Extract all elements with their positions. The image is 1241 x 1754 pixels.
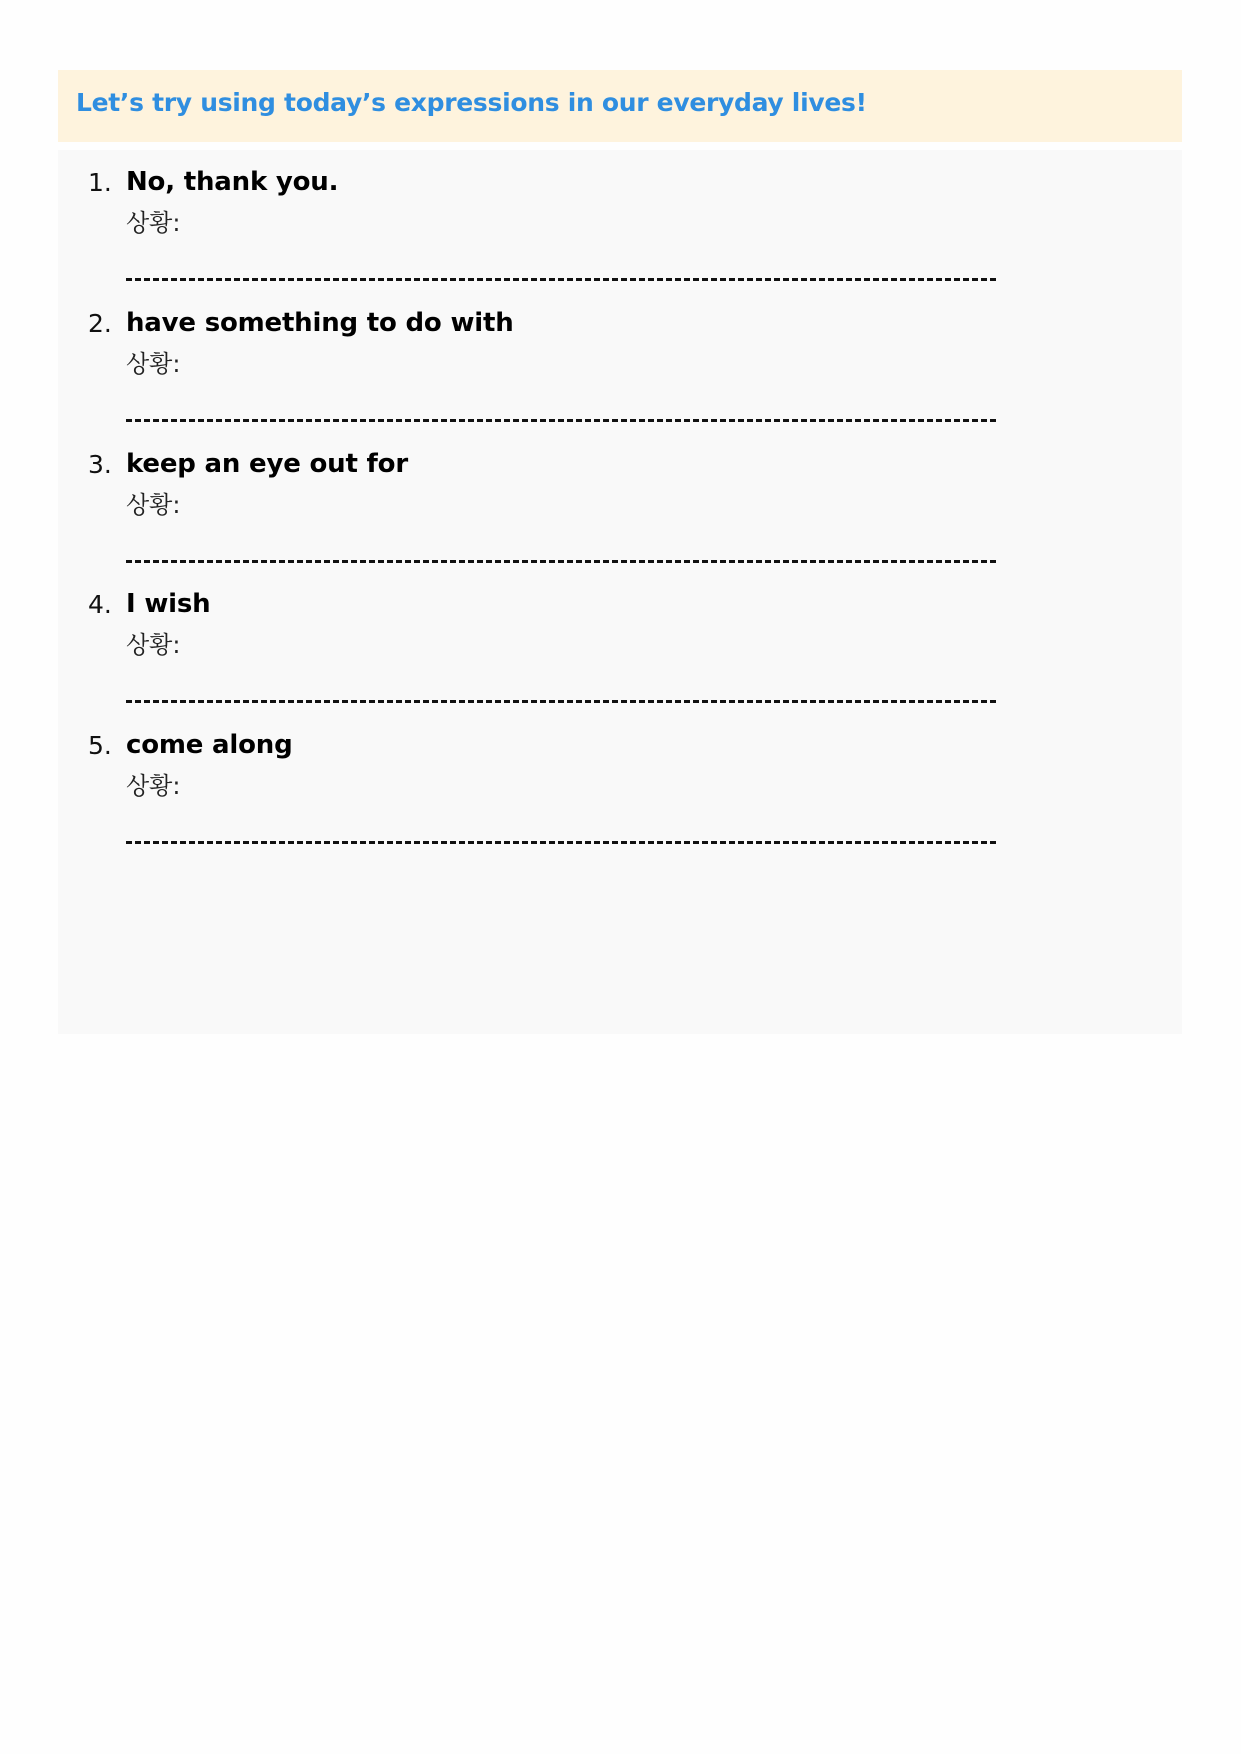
answer-line[interactable]	[126, 560, 996, 563]
situation-label: 상황:	[126, 209, 181, 237]
exercise-item	[88, 291, 1088, 431]
expression-text: I wish	[126, 589, 211, 619]
item-number: 1.	[88, 168, 112, 197]
exercise-item	[88, 713, 1088, 853]
situation-label: 상황:	[126, 772, 181, 800]
exercise-item	[88, 432, 1088, 572]
expression-text: keep an eye out for	[126, 449, 408, 479]
item-number: 4.	[88, 590, 112, 619]
exercise-item	[88, 572, 1088, 712]
item-number: 3.	[88, 450, 112, 479]
header-banner	[58, 70, 1182, 142]
item-number: 5.	[88, 731, 112, 760]
situation-label: 상황:	[126, 350, 181, 378]
answer-line[interactable]	[126, 278, 996, 281]
expression-text: come along	[126, 730, 293, 760]
exercise-panel	[58, 150, 1182, 1034]
expression-text: No, thank you.	[126, 167, 339, 197]
page-title: Let’s try using today’s expressions in our everyday lives!	[76, 88, 867, 117]
answer-line[interactable]	[126, 419, 996, 422]
situation-label: 상황:	[126, 491, 181, 519]
item-number: 2.	[88, 309, 112, 338]
situation-label: 상황:	[126, 631, 181, 659]
expression-text: have something to do with	[126, 308, 514, 338]
answer-line[interactable]	[126, 700, 996, 703]
exercise-item	[88, 150, 1088, 290]
answer-line[interactable]	[126, 841, 996, 844]
